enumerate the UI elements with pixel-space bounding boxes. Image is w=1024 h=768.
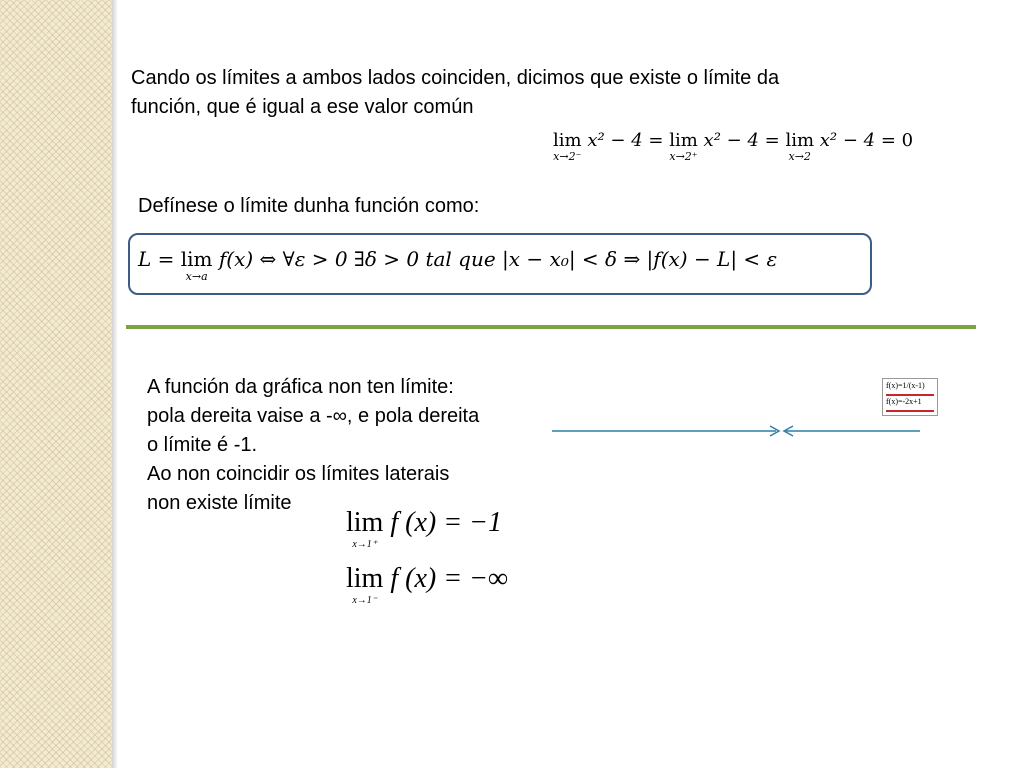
expr-1: x² − 4 =: [587, 130, 664, 151]
graph-legend: [882, 378, 938, 416]
limit-definition-formula: [138, 247, 777, 282]
lim-word: lim: [785, 130, 815, 151]
side-strip-shadow: [112, 0, 118, 768]
lim-right-block: [669, 130, 698, 162]
lim-word: lim: [553, 130, 582, 151]
legend-item-2-label: f(x)=-2x+1: [886, 397, 922, 406]
lim-word: lim: [180, 247, 213, 271]
lim-sub-right: x→2⁺: [669, 150, 698, 163]
left-limit-sub: x→1⁻: [352, 595, 378, 606]
right-limit-lim: [346, 507, 383, 550]
legend-line-2: [886, 410, 934, 412]
right-limit-expression: [346, 507, 502, 550]
intro-text-line2: función, que é igual a ese valor común: [131, 96, 474, 118]
legend-item-2: [886, 397, 934, 413]
lim-left-block: [553, 130, 582, 162]
expr-3: x² − 4 =: [819, 130, 896, 151]
lim-word: lim: [346, 507, 384, 538]
decorative-side-strip: [0, 0, 112, 768]
graph-text-line: A función da gráfica non ten límite:: [147, 376, 454, 398]
definition-label: Defínese o límite dunha función como:: [138, 195, 480, 217]
graph-explanation: [147, 373, 547, 518]
intro-text: [131, 64, 991, 122]
lim-word: lim: [346, 563, 384, 594]
definition-lim-sub: x→a: [185, 270, 208, 283]
left-limit-expression: [346, 563, 508, 606]
right-limit-sub: x→1⁺: [352, 539, 378, 550]
section-divider: [126, 325, 976, 329]
expr-2: x² − 4 =: [703, 130, 780, 151]
lim-sub-both: x→2: [788, 150, 811, 163]
graph-text-line: o límite é -1.: [147, 434, 258, 456]
graph-text-line: Ao non coincidir os límites laterais: [147, 463, 450, 485]
lim-both-block: [785, 130, 814, 162]
equation-result: 0: [901, 130, 914, 151]
left-limit-expr: f (x) = −∞: [390, 563, 508, 594]
graph-text-line: pola dereita vaise a -∞, e pola dereita: [147, 405, 480, 427]
legend-line-1: [886, 394, 934, 396]
right-limit-expr: f (x) = −1: [390, 507, 502, 538]
legend-item-1-label: f(x)=1/(x-1): [886, 381, 925, 390]
graph-text-line: non existe límite: [147, 492, 292, 514]
left-limit-lim: [346, 563, 383, 606]
intro-text-line1: Cando os límites a ambos lados coinciden, dicimos que existe o límite da: [131, 67, 780, 89]
definition-rhs: f(x) ⇔ ∀ε > 0 ∃δ > 0 tal que |x − x₀| < δ ⇒ |f(x) − L| < ε: [218, 247, 778, 271]
lim-sub-left: x→2⁻: [553, 150, 582, 163]
lim-word: lim: [669, 130, 698, 151]
definition-lim-block: [181, 247, 213, 282]
definition-lhs: L =: [138, 247, 175, 271]
function-graph: [550, 420, 924, 444]
one-sided-limits-equation: [553, 130, 913, 162]
legend-item-1: [886, 381, 934, 397]
